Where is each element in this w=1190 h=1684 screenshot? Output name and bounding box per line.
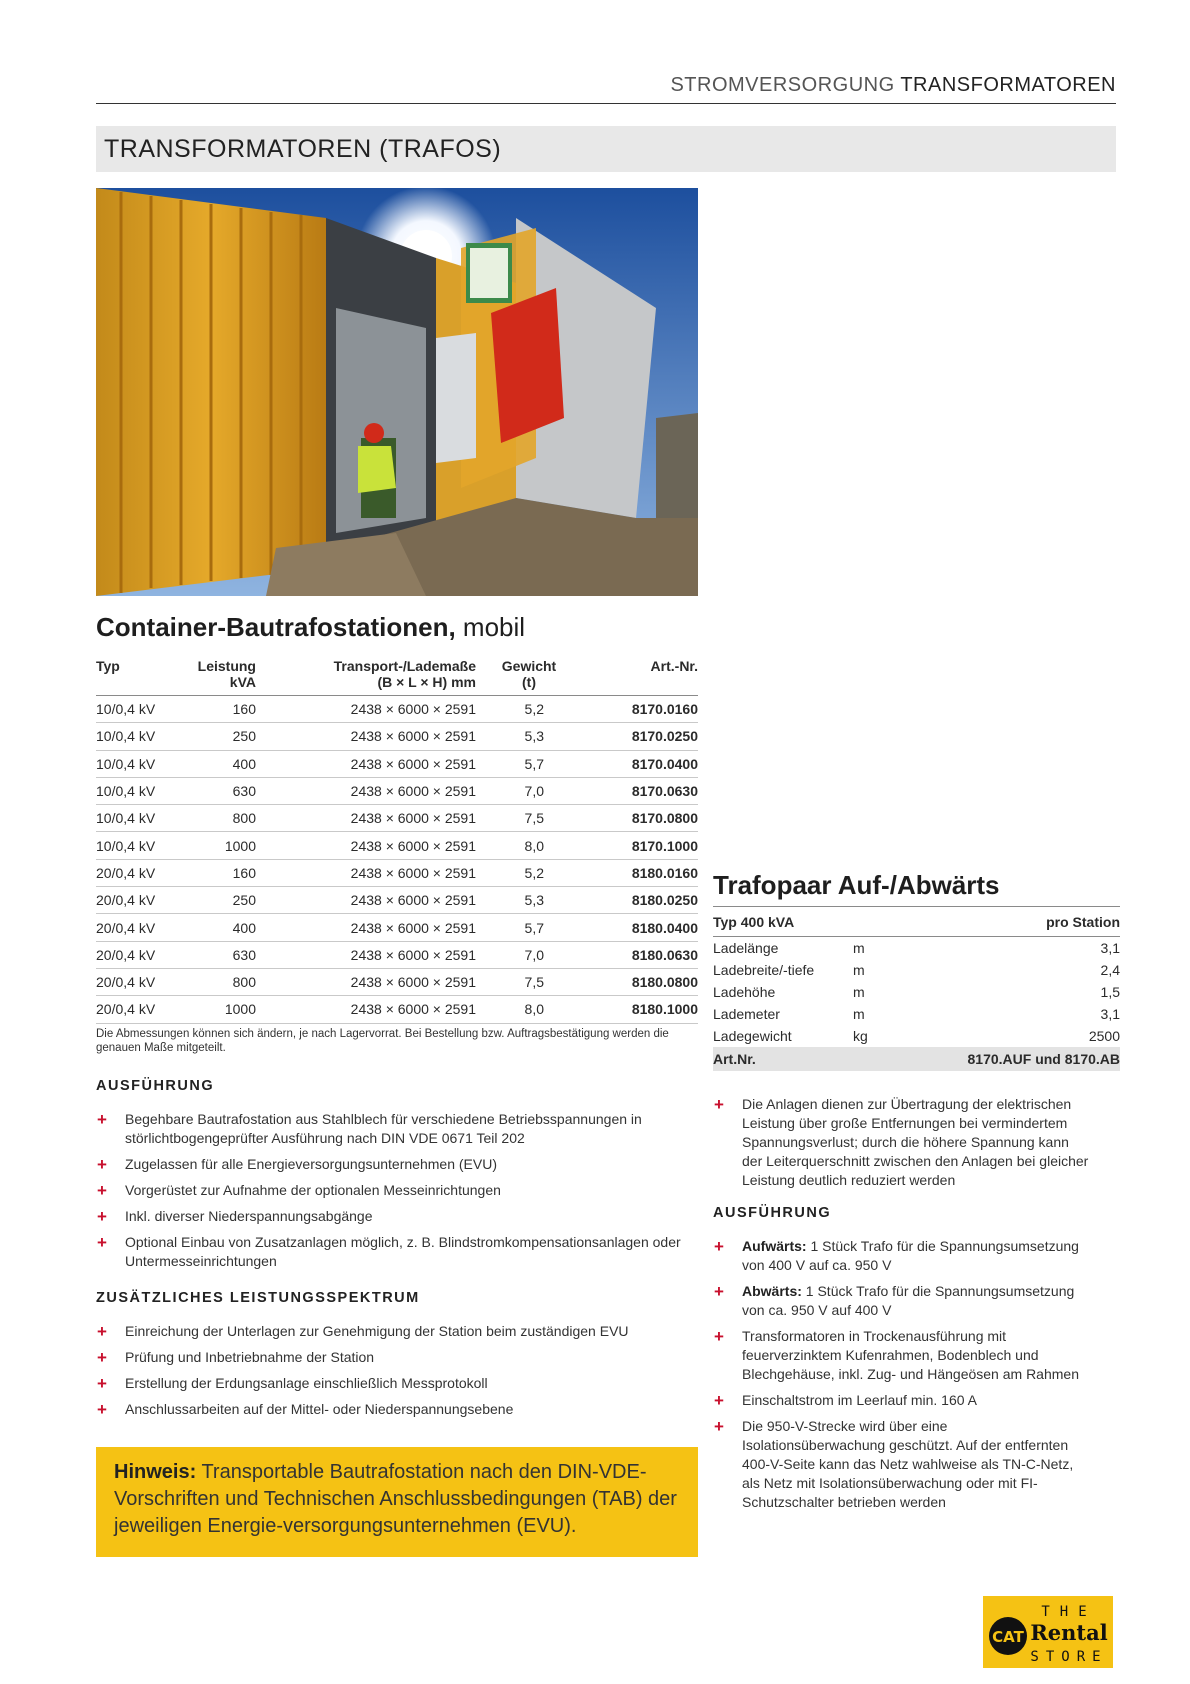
cell-masse: 2438 × 6000 × 2591 (256, 887, 476, 914)
trafopaar-art-value: 8170.AUF und 8170.AB (943, 1047, 1120, 1071)
list-item-text: Die 950-V-Strecke wird über eine Isolationsüberwachung geschützt. Auf der entfernten 400-V-Seite kann das Netz wahlweise als TN-C-Netz, als Netz mit Isolationsüberwachung oder mit FI-Schutzschalter betrieben werden (742, 1418, 1074, 1510)
col-artnr: Art.-Nr. (568, 654, 698, 696)
cell-artnr: 8180.0160 (568, 859, 698, 886)
table-row (96, 723, 698, 750)
container-title: Container-Bautrafostationen, (96, 612, 456, 642)
list-item (96, 1348, 686, 1367)
cell-kva: 250 (188, 723, 256, 750)
cell-masse: 2438 × 6000 × 2591 (256, 941, 476, 968)
plus-icon: + (97, 1374, 107, 1393)
logo-cat-text: CAT (992, 1628, 1024, 1646)
cell-artnr: 8180.1000 (568, 996, 698, 1023)
table-row (96, 968, 698, 995)
leistungsspektrum-heading: ZUSÄTZLICHES LEISTUNGSSPEKTRUM (96, 1290, 420, 1306)
cell-unit: m (853, 983, 865, 1000)
trafopaar-intro-list (713, 1095, 1093, 1197)
leistungsspektrum-list (96, 1322, 686, 1426)
plus-icon: + (714, 1417, 724, 1436)
abwaerts-label: Abwärts: (742, 1283, 802, 1299)
cell-kva: 1000 (188, 832, 256, 859)
aufwaerts-text: 1 Stück Trafo für die Spannungsumsetzung von 400 V auf ca. 950 V (742, 1238, 1079, 1273)
cell-value: 2500 (1088, 1027, 1120, 1044)
container-table (96, 654, 698, 1024)
hint-box (96, 1447, 698, 1557)
trafopaar-table (713, 906, 1120, 1071)
cell-masse: 2438 × 6000 × 2591 (256, 696, 476, 723)
list-item-text: Zugelassen für alle Energieversorgungsunternehmen (EVU) (125, 1156, 497, 1172)
plus-icon: + (714, 1237, 724, 1256)
list-item-text: Vorgerüstet zur Aufnahme der optionalen Messeinrichtungen (125, 1182, 501, 1198)
table-row (713, 1025, 1120, 1047)
cell-artnr: 8170.0800 (568, 805, 698, 832)
cell-gewicht: 5,7 (476, 750, 568, 777)
table-row (96, 832, 698, 859)
cell-typ: 20/0,4 kV (96, 996, 188, 1023)
table-row (96, 914, 698, 941)
list-item-text: Begehbare Bautrafostation aus Stahlblech für verschiedene Betriebsspannungen in störlichtbogengeprüfter Ausführung nach DIN VDE 0671 Teil 202 (125, 1111, 642, 1146)
list-item (713, 1282, 1093, 1320)
cell-masse: 2438 × 6000 × 2591 (256, 859, 476, 886)
plus-icon: + (97, 1400, 107, 1419)
cell-unit: kg (853, 1027, 868, 1044)
hint-label: Hinweis: (114, 1461, 197, 1483)
cell-typ: 20/0,4 kV (96, 887, 188, 914)
list-item-text: Einreichung der Unterlagen zur Genehmigung der Station beim zuständigen EVU (125, 1323, 629, 1339)
plus-icon: + (714, 1095, 724, 1114)
cell-unit: m (853, 1005, 865, 1022)
cell-unit: m (853, 961, 865, 978)
cell-gewicht: 5,2 (476, 859, 568, 886)
cell-artnr: 8170.1000 (568, 832, 698, 859)
list-item-text: Anschlussarbeiten auf der Mittel- oder Niederspannungsebene (125, 1401, 514, 1417)
cell-label: Ladegewicht (713, 1027, 792, 1044)
cell-kva: 630 (188, 777, 256, 804)
cell-value: 1,5 (1100, 983, 1120, 1000)
container-table-header (96, 654, 698, 696)
cell-gewicht: 5,3 (476, 723, 568, 750)
cell-typ: 10/0,4 kV (96, 750, 188, 777)
abwaerts-text: 1 Stück Trafo für die Spannungsumsetzung von ca. 950 V auf 400 V (742, 1283, 1075, 1318)
list-item (96, 1155, 686, 1174)
cat-rental-store-logo (983, 1596, 1113, 1668)
plus-icon: + (714, 1391, 724, 1410)
cell-kva: 400 (188, 750, 256, 777)
cell-artnr: 8180.0630 (568, 941, 698, 968)
trafopaar-head-right: pro Station (943, 907, 1120, 937)
page-title: TRANSFORMATOREN (TRAFOS) (96, 126, 1116, 172)
table-row (96, 941, 698, 968)
cell-kva: 160 (188, 696, 256, 723)
cell-value: 3,1 (1100, 939, 1120, 956)
cell-masse: 2438 × 6000 × 2591 (256, 750, 476, 777)
list-item-text: Prüfung und Inbetriebnahme der Station (125, 1349, 375, 1365)
table-row (713, 1003, 1120, 1025)
list-item-text: Die Anlagen dienen zur Übertragung der elektrischen Leistung über große Entfernungen bei vermindertem Spannungsverlust; durch die höhere Spannung kann der Leiterquerschnitt zwischen den Anlagen bei gleicher Leistung deutlich reduziert werden (742, 1096, 1089, 1188)
cell-typ: 10/0,4 kV (96, 832, 188, 859)
table-row (96, 805, 698, 832)
cell-gewicht: 5,7 (476, 914, 568, 941)
plus-icon: + (97, 1322, 107, 1341)
col-masse (256, 654, 476, 696)
list-item (713, 1237, 1093, 1275)
plus-icon: + (97, 1181, 107, 1200)
list-item (96, 1110, 686, 1148)
trafopaar-art-row (713, 1047, 1120, 1071)
plus-icon: + (714, 1282, 724, 1301)
cell-gewicht: 8,0 (476, 996, 568, 1023)
ausfuehrung-list (96, 1110, 686, 1278)
cell-artnr: 8170.0400 (568, 750, 698, 777)
col-gewicht (476, 654, 568, 696)
cell-typ: 20/0,4 kV (96, 941, 188, 968)
header-category: STROMVERSORGUNG (670, 74, 895, 96)
plus-icon: + (97, 1110, 107, 1129)
trafopaar-ausfuehrung-list (713, 1237, 1093, 1519)
cell-label: Ladelänge (713, 939, 779, 956)
col-leistung-line1: Leistung (197, 658, 256, 674)
table-footnote: Die Abmessungen können sich ändern, je nach Lagervorrat. Bei Bestellung bzw. Auftragsbestätigung werden die genauen Maße mitgeteilt. (96, 1028, 669, 1054)
table-row (96, 750, 698, 777)
list-item (96, 1374, 686, 1393)
cell-typ: 20/0,4 kV (96, 914, 188, 941)
logo-graphic (983, 1596, 1113, 1668)
container-photo (96, 188, 698, 596)
trafopaar-head-left: Typ 400 kVA (713, 907, 943, 937)
cell-gewicht: 8,0 (476, 832, 568, 859)
list-item (96, 1233, 686, 1271)
plus-icon: + (97, 1207, 107, 1226)
list-item-text: Optional Einbau von Zusatzanlagen möglich, z. B. Blindstromkompensationsanlagen oder Untermesseinrichtungen (125, 1234, 681, 1269)
cell-artnr: 8170.0250 (568, 723, 698, 750)
trafopaar-ausfuehrung-heading: AUSFÜHRUNG (713, 1205, 832, 1221)
cell-typ: 10/0,4 kV (96, 777, 188, 804)
cell-typ: 10/0,4 kV (96, 805, 188, 832)
cell-kva: 800 (188, 968, 256, 995)
list-item-text: Einschaltstrom im Leerlauf min. 160 A (742, 1392, 977, 1408)
cell-masse: 2438 × 6000 × 2591 (256, 777, 476, 804)
cell-label: Lademeter (713, 1005, 780, 1022)
cell-value: 3,1 (1100, 1005, 1120, 1022)
logo-store-text: STORE (1030, 1649, 1108, 1665)
cell-label: Ladebreite/-tiefe (713, 961, 815, 978)
cell-artnr: 8180.0800 (568, 968, 698, 995)
list-item (713, 1095, 1093, 1190)
page-header (96, 70, 1116, 104)
cell-artnr: 8180.0250 (568, 887, 698, 914)
aufwaerts-label: Aufwärts: (742, 1238, 807, 1254)
logo-the-text: THE (1041, 1604, 1097, 1620)
list-item (713, 1417, 1093, 1512)
col-masse-line2: (B × L × H) mm (377, 674, 476, 690)
list-item-text: Inkl. diverser Niederspannungsabgänge (125, 1208, 373, 1224)
list-item (713, 1391, 1093, 1410)
hint-text: Transportable Bautrafostation nach den DIN-VDE-Vorschriften und Technischen Anschlussbedingungen (TAB) der jeweiligen Energie-versorgungsunternehmen (EVU). (114, 1461, 677, 1537)
col-leistung-line2: kVA (229, 674, 256, 690)
col-masse-line1: Transport-/Lademaße (333, 658, 476, 674)
col-typ: Typ (96, 654, 188, 696)
cell-masse: 2438 × 6000 × 2591 (256, 832, 476, 859)
col-gewicht-line2: (t) (522, 674, 536, 690)
cell-masse: 2438 × 6000 × 2591 (256, 723, 476, 750)
cell-gewicht: 7,5 (476, 805, 568, 832)
table-row (96, 859, 698, 886)
table-row (96, 777, 698, 804)
cell-masse: 2438 × 6000 × 2591 (256, 996, 476, 1023)
list-item (96, 1322, 686, 1341)
table-row (96, 887, 698, 914)
container-photo-illustration (96, 188, 698, 596)
cell-artnr: 8170.0630 (568, 777, 698, 804)
cell-kva: 250 (188, 887, 256, 914)
cell-gewicht: 5,3 (476, 887, 568, 914)
cell-kva: 800 (188, 805, 256, 832)
table-row (96, 996, 698, 1023)
cell-typ: 10/0,4 kV (96, 723, 188, 750)
cell-masse: 2438 × 6000 × 2591 (256, 968, 476, 995)
table-row (713, 981, 1120, 1003)
cell-gewicht: 7,0 (476, 777, 568, 804)
plus-icon: + (714, 1327, 724, 1346)
cell-masse: 2438 × 6000 × 2591 (256, 805, 476, 832)
trafopaar-table-header (713, 907, 1120, 937)
cell-kva: 400 (188, 914, 256, 941)
cell-unit: m (853, 939, 865, 956)
trafopaar-title: Trafopaar Auf-/Abwärts (713, 870, 1000, 900)
cell-artnr: 8180.0400 (568, 914, 698, 941)
table-row (96, 696, 698, 723)
cell-kva: 630 (188, 941, 256, 968)
list-item-text: Erstellung der Erdungsanlage einschließlich Messprotokoll (125, 1375, 488, 1391)
cell-artnr: 8170.0160 (568, 696, 698, 723)
list-item-text: Transformatoren in Trockenausführung mit feuerverzinktem Kufenrahmen, Bodenblech und Blechgehäuse, inkl. Zug- und Hängeösen am Rahmen (742, 1328, 1079, 1382)
cell-typ: 10/0,4 kV (96, 696, 188, 723)
cell-typ: 20/0,4 kV (96, 859, 188, 886)
table-row (713, 937, 1120, 959)
cell-value: 2,4 (1100, 961, 1120, 978)
plus-icon: + (97, 1155, 107, 1174)
plus-icon: + (97, 1233, 107, 1252)
col-gewicht-line1: Gewicht (501, 658, 557, 674)
cell-label: Ladehöhe (713, 983, 776, 1000)
header-topic: TRANSFORMATOREN (900, 74, 1116, 96)
logo-rental-text: Rental (1030, 1620, 1108, 1645)
cell-typ: 20/0,4 kV (96, 968, 188, 995)
list-item (713, 1327, 1093, 1384)
list-item (96, 1207, 686, 1226)
cell-masse: 2438 × 6000 × 2591 (256, 914, 476, 941)
list-item (96, 1181, 686, 1200)
cell-kva: 1000 (188, 996, 256, 1023)
cell-gewicht: 7,5 (476, 968, 568, 995)
cell-gewicht: 5,2 (476, 696, 568, 723)
cell-gewicht: 7,0 (476, 941, 568, 968)
ausfuehrung-heading: AUSFÜHRUNG (96, 1078, 215, 1094)
table-row (713, 959, 1120, 981)
trafopaar-art-label: Art.Nr. (713, 1047, 943, 1071)
cell-kva: 160 (188, 859, 256, 886)
plus-icon: + (97, 1348, 107, 1367)
col-leistung (188, 654, 256, 696)
container-section-title (96, 612, 525, 643)
list-item (96, 1400, 686, 1419)
container-title-suffix: mobil (462, 612, 526, 642)
